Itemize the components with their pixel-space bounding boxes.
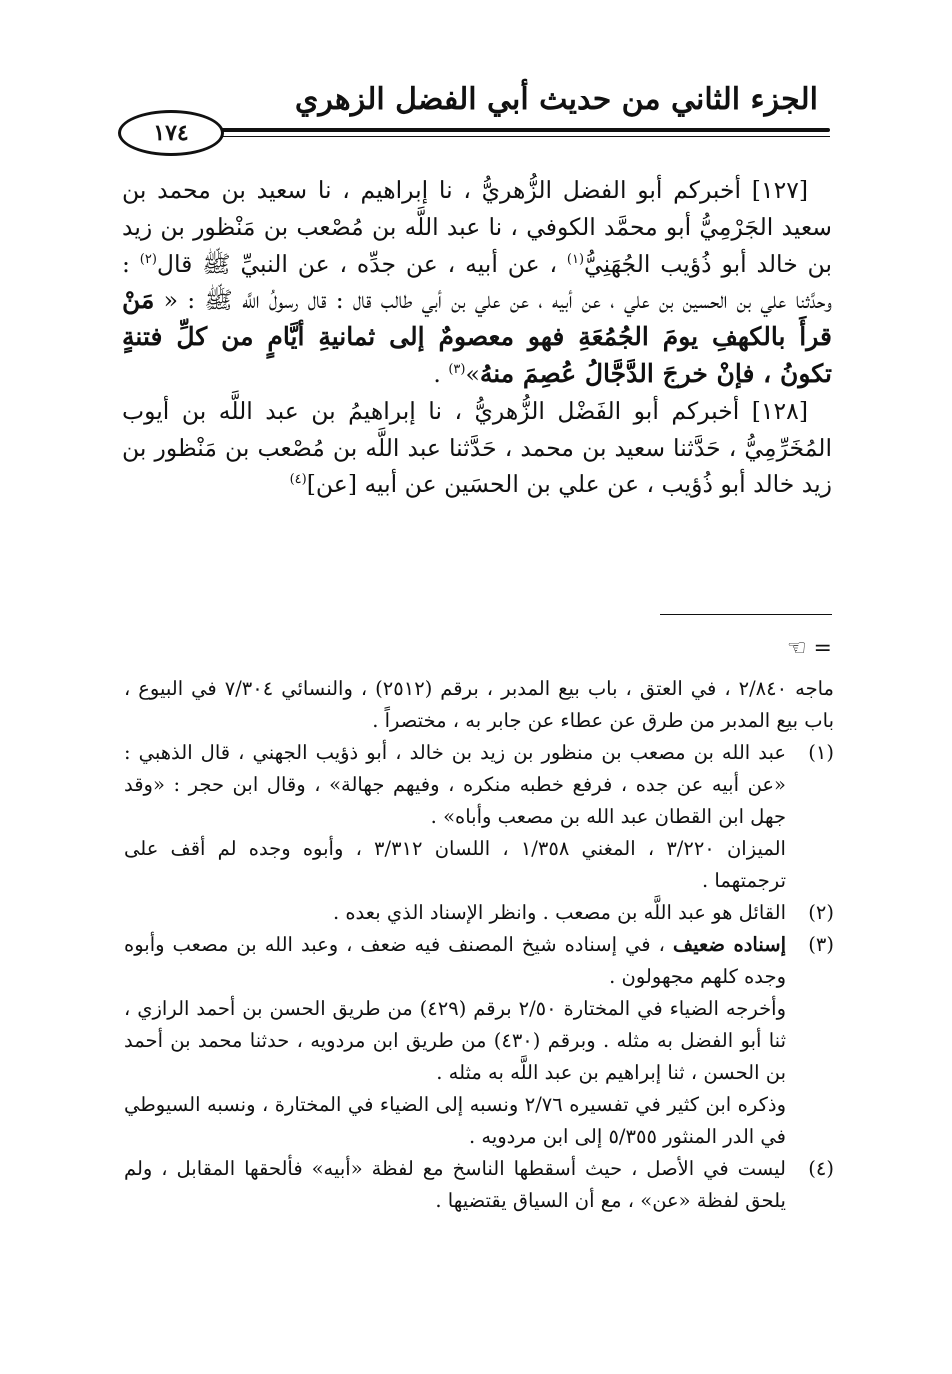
isnad-text: : وحدَّثنا علي بن الحسين بن علي ، عن أبيه ، عن علي بن أبي طالب قال : قال رسولُ اللَّه ﷺ : « [122, 249, 832, 315]
footnotes [124, 673, 834, 1217]
entry-end: . [433, 359, 441, 388]
footnote-ref[interactable]: (١) [566, 251, 585, 267]
footnote-2 [124, 897, 834, 929]
isnad-text: أخبركم أبو الفَضْل الزُّهريُّ ، نا إبراهيمُ بن عبد اللَّه بن أيوب المُخَرِّمِيُّ ، حَدَّثنا سعيد بن محمد ، حَدَّثنا عبد اللَّه بن مُصْعب بن مَنْظور بن زيد خالد أبو ذُؤيب ، عن علي بن الحسَين عن أبيه [عن] [122, 396, 832, 499]
isnad-text: ، عن أبيه ، عن جدِّه ، عن النبيِّ ﷺ قال [156, 249, 558, 278]
isnad-text: أخبركم أبو الفضل الزُّهريُّ ، نا إبراهيم ، نا سعيد بن محمد بن سعيد الجَرْمِيُّ أبو محمَّد الكوفي ، نا عبد اللَّه بن مُصْعب بن مَنْظور بن زيد بن خالد أبو ذُؤيب الجُهَنِيُّ [122, 176, 832, 278]
footnote-ref[interactable]: (٣) [448, 362, 466, 378]
footnote-inline: ، في إسناده شيخ المصنف فيه ضعف ، وعبد الله بن مصعب وأبوه وجده كلهم مجهولون . [124, 933, 786, 988]
page-header [118, 80, 830, 152]
footnote-text: وذكره ابن كثير في تفسيره ٢/٧٦ ونسبه إلى الضياء في المختارة ، ونسبه السيوطي في الدر المنثور ٥/٣٥٥ إلى ابن مردويه . [124, 1093, 787, 1148]
footnote-text [124, 929, 786, 993]
footnote-text: ليست في الأصل ، حيث أسقطها الناسخ مع لفظة «أبيه» فألحقها المقابل ، ولم يلحق لفظة «عن» ، مع أن السياق يقتضيها . [124, 1157, 786, 1212]
footnote-number: (١) [808, 741, 834, 764]
running-title: الجزء الثاني من حديث أبي الفضل الزهري [294, 82, 818, 117]
main-text [122, 172, 832, 503]
quote-close: » [465, 359, 480, 388]
hadith-entry-128 [122, 393, 832, 503]
footnote-continued [124, 673, 834, 737]
footnote-text: وأخرجه الضياء في المختارة ٢/٥٠ برقم (٤٢٩) من طريق الحسن بن أحمد الرازي ، ثنا أبو الفضل به مثله . وبرقم (٤٣٠) من طريق ابن مردويه ، حدثنا محمد بن أحمد بن الحسن ، ثنا إبراهيم بن عبد اللَّه به مثله . [124, 997, 786, 1084]
footnote-text: الميزان ٣/٢٢٠ ، المغني ١/٣٥٨ ، اللسان ٣/٣١٢ ، وأبوه وجده لم أقف على ترجمتهما . [124, 837, 786, 892]
footnote-number: (٣) [808, 933, 834, 956]
footnote-text: عبد الله بن مصعب بن منظور بن زيد بن خالد ، أبو ذؤيب الجهني ، قال الذهبي : «عن أبيه عن جده ، فرفع خطبه منكره ، وفيهم جهالة» ، وقال ابن حجر : «وقد جهل ابن القطان عبد الله بن مصعب وأباه» . [124, 741, 786, 828]
footnote-separator [660, 614, 832, 615]
footnote-number: (٤) [808, 1157, 834, 1180]
footnote-text: القائل هو عبد اللَّه بن مصعب . وانظر الإسناد الذي بعده . [332, 901, 786, 924]
footnote-3 [124, 929, 834, 1153]
footnote-ref[interactable]: (٢) [139, 251, 157, 267]
footnote-number: (٢) [808, 901, 834, 924]
header-rule-thin [198, 136, 830, 137]
footnote-4 [124, 1153, 834, 1217]
page-number: ١٧٤ [118, 110, 224, 156]
continuation-mark: = ☜ [786, 636, 832, 661]
entry-number: [١٢٨] [751, 396, 808, 425]
header-rule [174, 128, 830, 132]
entry-number: [١٢٧] [751, 176, 808, 204]
footnote-1 [124, 737, 834, 897]
hadith-matn: مَنْ قرأَ بالكهفِ يومَ الجُمُعَةِ فهو معصومٌ إلى ثمانيةِ أيَّامٍ من كلِّ فتنةٍ تكونُ ، فإنْ خرجَ الدَّجَّالُ عُصِمَ منهُ [122, 285, 832, 388]
hadith-entry-127 [122, 172, 832, 393]
footnote-text: ماجه ٢/٨٤٠ ، في العتق ، باب بيع المدبر ، برقم (٢٥١٢) ، والنسائي ٧/٣٠٤ في البيوع ، باب بيع المدبر من طرق عن عطاء عن جابر به ، مختصراً . [124, 677, 835, 732]
footnote-ref[interactable]: (٤) [289, 472, 307, 488]
grading-label: إسناده ضعيف [672, 933, 787, 956]
